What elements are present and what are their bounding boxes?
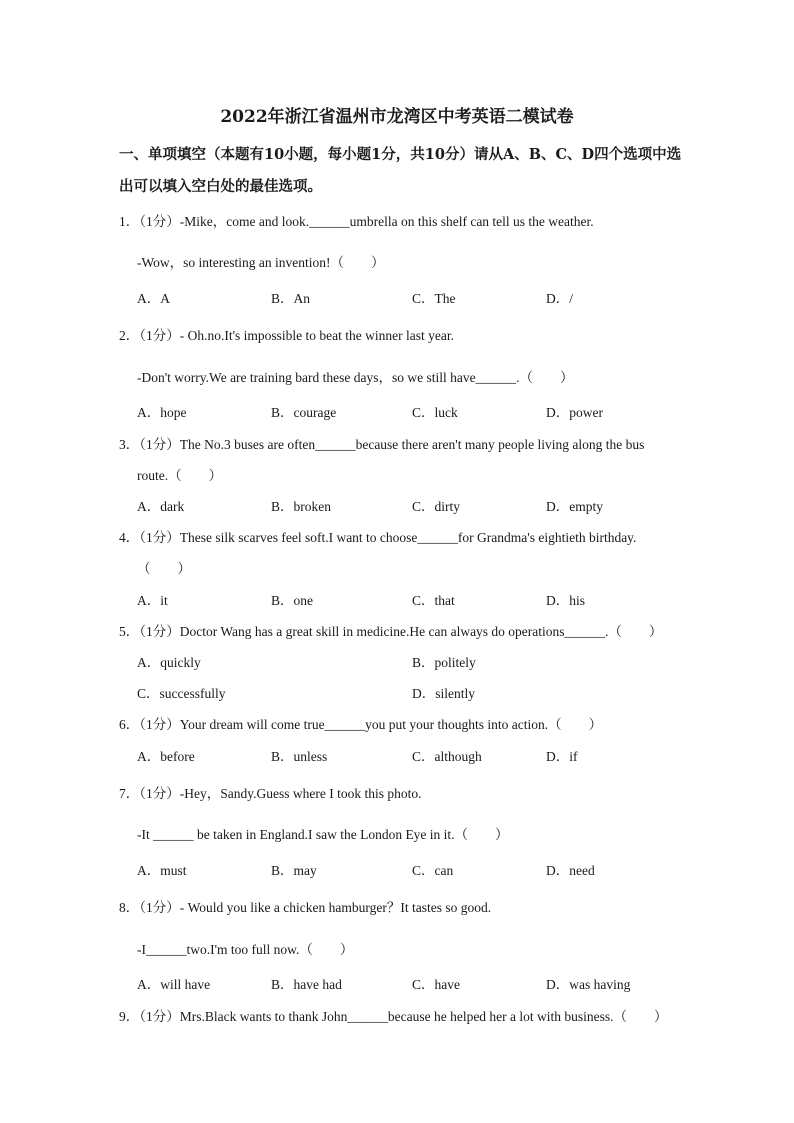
question-6-option-a: A．before: [137, 749, 195, 764]
question-2-option-c: C．luck: [412, 405, 458, 420]
question-2-stem: 2．（1分）- Oh.no.It's impossible to beat the winner last year.: [119, 328, 455, 343]
question-3-option-b: B．broken: [271, 499, 331, 514]
section-heading-line-2: 出可以填入空白处的最佳选项。: [119, 178, 322, 195]
question-3-stem: 3．（1分）The No.3 buses are often______because there aren't many people living along the bus: [119, 437, 645, 452]
question-1-stem-line-2: -Wow，so interesting an invention!（ ）: [137, 255, 385, 270]
question-7-option-b: B．may: [271, 863, 317, 878]
question-8-stem: 8．（1分）- Would you like a chicken hamburger？It tastes so good.: [119, 900, 492, 915]
question-6-option-c: C．although: [412, 749, 482, 764]
question-4-stem-line-2: （ ）: [137, 561, 191, 576]
question-8-option-a: A．will have: [137, 977, 211, 992]
question-2-option-d: D．power: [546, 405, 603, 420]
question-4-stem: 4．（1分）These silk scarves feel soft.I want to choose______for Grandma's eightieth birthday.: [119, 530, 637, 545]
question-8-option-c: C．have: [412, 977, 460, 992]
question-4-option-c: C．that: [412, 593, 455, 608]
question-7-stem: 7．（1分）-Hey，Sandy.Guess where I took this photo.: [119, 786, 422, 801]
question-3-option-d: D．empty: [546, 499, 603, 514]
question-6-option-b: B．unless: [271, 749, 328, 764]
question-1-option-c: C．The: [412, 291, 456, 306]
question-3-option-a: A．dark: [137, 499, 185, 514]
question-7-option-d: D．need: [546, 863, 595, 878]
question-3-stem-line-2: route.（ ）: [137, 468, 223, 483]
question-7-option-a: A．must: [137, 863, 187, 878]
question-8-option-d: D．was having: [546, 977, 631, 992]
question-2-stem-line-2: -Don't worry.We are training bard these days，so we still have______.（ ）: [137, 370, 574, 385]
question-8-option-b: B．have had: [271, 977, 342, 992]
question-6-option-d: D．if: [546, 749, 578, 764]
question-4-option-d: D．his: [546, 593, 586, 608]
section-heading-line-1: 一、单项填空（本题有10小题，每小题1分，共10分）请从A、B、C、D四个选项中选: [119, 146, 682, 163]
question-7-option-c: C．can: [412, 863, 454, 878]
question-5-option-b: B．politely: [412, 655, 476, 670]
question-8-stem-line-2: -I______two.I'm too full now.（ ）: [137, 942, 354, 957]
section-heading: [119, 139, 689, 203]
question-6-stem: 6．（1分）Your dream will come true______you put your thoughts into action.（ ）: [119, 717, 603, 732]
question-4-option-a: A．it: [137, 593, 168, 608]
page-title: 2022年浙江省温州市龙湾区中考英语二模试卷: [220, 107, 574, 127]
question-1-option-a: A．A: [137, 291, 170, 306]
question-2-option-a: A．hope: [137, 405, 187, 420]
question-4-option-b: B．one: [271, 593, 313, 608]
question-2-option-b: B．courage: [271, 405, 337, 420]
question-9-stem: 9．（1分）Mrs.Black wants to thank John______because he helped her a lot with business.（ ）: [119, 1009, 668, 1024]
question-5-option-d: D．silently: [412, 686, 475, 701]
question-1-stem: 1．（1分）-Mike，come and look.______umbrella on this shelf can tell us the weather.: [119, 214, 594, 229]
question-7-stem-line-2: -It ______ be taken in England.I saw the London Eye in it.（ ）: [137, 827, 509, 842]
question-1-option-d: D．/: [546, 291, 573, 306]
question-3-option-c: C．dirty: [412, 499, 461, 514]
question-5-stem: 5．（1分）Doctor Wang has a great skill in medicine.He can always do operations______.（ ）: [119, 624, 663, 639]
question-5-option-c: C．successfully: [137, 686, 226, 701]
question-5-option-a: A．quickly: [137, 655, 201, 670]
question-1-option-b: B．An: [271, 291, 311, 306]
